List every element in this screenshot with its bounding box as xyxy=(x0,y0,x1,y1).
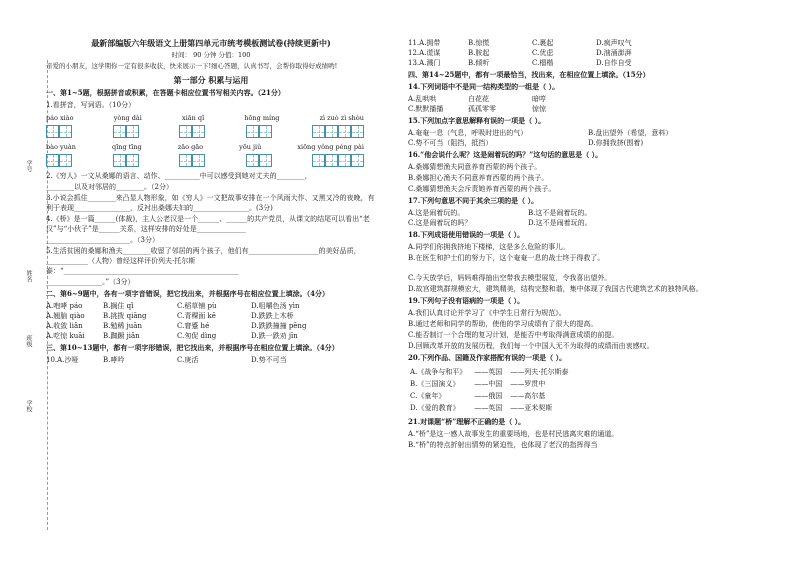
question-17: 17.下列句意思不同于其余三项的是（ ）。 xyxy=(408,196,539,205)
option: 白花花 xyxy=(468,95,489,103)
option: 惊惊 xyxy=(532,105,546,113)
side-label-name: 姓名 xyxy=(25,270,32,282)
option: C.青稞面 kē xyxy=(177,312,216,320)
pinyin: xiōng yǒng péng pài xyxy=(297,143,364,151)
question-18: 18.下列成语使用错误的一项是（ ）。 xyxy=(408,230,525,239)
section-two-heading: 二、第6~9题中，各有一项字音错误，把它找出来，并根据序号在相应位置上填涂。（4分） xyxy=(46,289,329,298)
section-four-heading: 四、第14~25题中，都有一项最恰当，找出来，在相应位置上填涂。（15分） xyxy=(408,70,650,79)
option: B.倾听 xyxy=(468,59,490,67)
option: C.优虑 xyxy=(532,49,554,57)
part-one-heading: 第一部分 积累与运用 xyxy=(173,75,249,85)
spacer xyxy=(408,264,786,272)
option: A.翘脑 qiào xyxy=(46,312,85,320)
pinyin: zì zuò zì shòu xyxy=(319,114,364,122)
options-q11-13 xyxy=(408,38,786,68)
option: C.窘蹙 hé xyxy=(177,322,210,330)
pinyin: qīng tīng xyxy=(112,143,142,151)
question-14: 14.下列词语中不是同一结构类型的一组是（ ）。 xyxy=(408,82,560,91)
option: C.榴楷 xyxy=(532,59,554,67)
right-column xyxy=(408,38,786,451)
question-21: 21.对课题“桥”理解不正确的是（ ）。 xyxy=(408,417,526,426)
option: D.你拥我挤(围着) xyxy=(588,139,644,147)
section-three-heading: 三、第10~13题中，都有一项字形错误，把它找出来，并根据序号在相应位置上填涂。（4分） xyxy=(46,343,339,352)
question-3: 3.小说会抓住________来凸显人物形象，如《穷人》一文把故事安排在一个风雨大作、又黑又冷的夜晚，有利于表现________________，反衬出桑娜夫妇的________________。(3分) xyxy=(46,194,375,212)
option: D.跌一跌劝 jīn xyxy=(251,332,298,340)
option: B.在医生和护士们的努力下，这个奄奄一息的战士终于得救了。 xyxy=(408,254,605,262)
option: B.桑娜担心渔夫不同意养育西蒙的两个孩子。 xyxy=(408,174,549,182)
exam-meta: 时间： 90 分钟 分值：100 xyxy=(171,51,251,59)
exam-intro: 亲爱的小朋友，这学期你一定有很多收获，快来展示一下!细心答题，认真书写，会帮你取得好成绩哟! xyxy=(46,62,338,70)
option: C.庚活 xyxy=(177,356,199,364)
option: A.乱哄哄 xyxy=(408,95,437,103)
option: D.回顾改革开放的发展历程，我们每一个中国人无不为取得的成绩而由衷感叹。 xyxy=(408,342,654,350)
answer-boxes[interactable] xyxy=(312,125,364,138)
option: B.挑拨 qiāng xyxy=(103,312,147,320)
pinyin-row-1 xyxy=(46,113,364,123)
option: D.疯声叹气 xyxy=(596,39,632,47)
option: 12.A.谎谋 xyxy=(408,49,441,57)
section-one-heading: 一、第1~5题，根据拼音或积累，在答题卡相应位置书写相关内容。（21分） xyxy=(46,88,285,97)
question-2-cont: ________以及对邻居的________。（2分） xyxy=(46,183,173,191)
answer-boxes[interactable] xyxy=(246,154,272,167)
question-16: 16.“他会说什么呢？这是闹着玩的吗？”这句话的意思是（ ）。 xyxy=(408,150,603,159)
option: D.自作自受 xyxy=(596,59,632,67)
writing-grid-2 xyxy=(46,154,364,167)
answer-boxes[interactable] xyxy=(46,154,72,167)
option: 11.A.拥带 xyxy=(408,39,441,47)
pinyin: bào yuàn xyxy=(46,143,76,151)
option: B.“桥”的特点折射出情势的紧迫性，也体现了老汉的指挥得当 xyxy=(408,441,598,449)
option: D.跌跌撞撞 pēng xyxy=(251,322,307,330)
answer-boxes[interactable] xyxy=(46,125,72,138)
option: C.稻草铺 pù xyxy=(177,302,217,310)
writing-grid-1 xyxy=(46,125,364,138)
pinyin: yōu jiǔ xyxy=(239,143,262,151)
pinyin-row-2 xyxy=(46,142,364,152)
option: B.通过老师和同学的帮助，使他的学习成绩有了很大的提高。 xyxy=(408,320,598,328)
option: A.同学们你拥我挤地下楼梯，这是多么危险的事儿。 xyxy=(408,243,570,251)
options-q10 xyxy=(46,355,376,365)
option: A.“桥”是这一感人故事发生的重要场地，也是村民逃离灾难的通道。 xyxy=(408,430,619,438)
option: C.桑娜猜想渔夫会斥责她养育西蒙的两个孩子。 xyxy=(408,185,556,193)
option: D.咀嚼色汤 yìn xyxy=(251,302,300,310)
side-label-id: 学号 xyxy=(25,160,32,172)
side-label-class: 班级 xyxy=(25,335,32,347)
option: A.我们认真讨论并学习了《中学生日常行为规范》。 xyxy=(408,309,566,317)
side-label-school: 学校 xyxy=(25,400,32,412)
question-4-cont: ________________________。（3分） xyxy=(46,236,159,244)
answer-boxes[interactable] xyxy=(113,154,139,167)
option: C.默默播播 xyxy=(408,105,444,113)
option: A.吃惊 kuāi xyxy=(46,332,85,340)
option: C.裹起 xyxy=(532,39,554,47)
option: D.跌跌上木桥 xyxy=(251,312,294,320)
question-2: 2.《穷人》一文从桑娜的语言、动作、__________中可以感受到她对丈夫的________， xyxy=(46,172,312,180)
answer-boxes[interactable] xyxy=(179,125,205,138)
option: B.踟蹰 jiǎn xyxy=(103,332,140,340)
option: C.能否制订一个合理的复习计划，是能否中考取得满意成绩的前提。 xyxy=(408,331,619,339)
answer-boxes[interactable] xyxy=(113,125,139,138)
options-q14 xyxy=(408,94,786,114)
table-row: D.《爱的教育》 ——英国 ——亚米契斯 xyxy=(410,404,553,412)
option: A.这是闹着玩的。 xyxy=(408,209,465,217)
question-19: 19.下列句子没有语病的一项是（ ）。 xyxy=(408,296,525,305)
option: C.这是闹着玩的吗？ xyxy=(408,219,472,227)
answer-boxes[interactable] xyxy=(179,154,205,167)
question-5-cont: ________________。”（3分） xyxy=(46,278,135,286)
question-15: 15.下列加点字意思解释有误的一项是（ ）。 xyxy=(408,116,546,125)
pinyin: xiān qǐ xyxy=(182,114,205,122)
option: B.勉稀 juān xyxy=(103,322,142,330)
option: D.汹涌澎湃 xyxy=(596,49,632,57)
option: A.咆哮 páo xyxy=(46,302,83,310)
options-q20 xyxy=(408,365,577,415)
option: A.桑娜猜想渔夫同意养育西蒙的两个孩子。 xyxy=(408,163,542,171)
options-q15 xyxy=(408,128,786,148)
binding-margin xyxy=(12,60,48,530)
exam-title: 最新部编版六年级语文上册第四单元市统考模板测试卷(持续更新中) xyxy=(91,38,331,48)
option: C.匆促 dìng xyxy=(177,332,217,340)
option: D.故宫建筑群规模宏大，建筑精美，结构完整和谐，集中体现了我国古代建筑艺术的独特风格。 xyxy=(408,285,703,293)
option: B.盘出望外（希望，意料） xyxy=(588,129,673,137)
options-q17 xyxy=(408,208,786,228)
table-row: B.《三国演义》 ——中国 ——罗贯中 xyxy=(410,380,546,388)
option: B.惊慌 xyxy=(468,39,490,47)
pinyin: yǒng dài xyxy=(113,114,142,122)
left-column xyxy=(46,38,376,365)
option: 孤孤零零 xyxy=(468,105,496,113)
options-q6 xyxy=(46,301,376,341)
option: 10.A.沙哑 xyxy=(46,356,79,364)
pinyin: páo xiào xyxy=(46,114,74,122)
option: C.势不可当（阻挡，抵挡） xyxy=(408,139,493,147)
option: B.这不是闹着玩的。 xyxy=(528,209,592,217)
option: A.收敛 liǎn xyxy=(46,322,83,330)
option: D.势不可当 xyxy=(251,356,287,364)
pinyin: zāo gāo xyxy=(177,143,204,151)
question-20: 20.下列作品、国籍及作家搭配有误的一项是（ ）。 xyxy=(408,353,567,362)
table-row: C.《童年》 ——俄国 ——高尔基 xyxy=(410,392,546,400)
option: A.奄奄一息（气息，呼吸时进出的气） xyxy=(408,129,528,137)
question-4: 4.《桥》是一篇______(体裁)，主人公老汉是一个______、______的共产党员，从课文的结尾可以看出“老汉”与“小伙子”是______关系，这样安排的好处是______________ xyxy=(46,215,370,233)
question-5: 5.生活贫困的桑娜和渔夫________收留了邻居的两个孩子，他们有____________________的美好品质，____________（人物）曾经这样评价列夫·托尔斯泰：“__________________________________________________ xyxy=(46,247,361,275)
option: B.搁住 qǐ xyxy=(103,302,134,310)
option: D.这不是闹着玩的。 xyxy=(528,219,592,227)
option: 暗哼 xyxy=(532,95,546,103)
table-row: A.《战争与和平》 ——英国 ——列夫·托尔斯泰 xyxy=(410,368,569,376)
option: B.哮吟 xyxy=(103,356,125,364)
question-1: 1.看拼音，写词语。（10分） xyxy=(46,101,136,109)
option: C.今天放学后，妈妈难得抽出空带我去模型展览，令我喜出望外。 xyxy=(408,274,612,282)
answer-boxes[interactable] xyxy=(246,125,272,138)
option: B.胺起 xyxy=(468,49,490,57)
answer-boxes[interactable] xyxy=(312,154,364,167)
option: 13.A.溅门 xyxy=(408,59,441,67)
pinyin: hōng míng xyxy=(244,114,280,122)
